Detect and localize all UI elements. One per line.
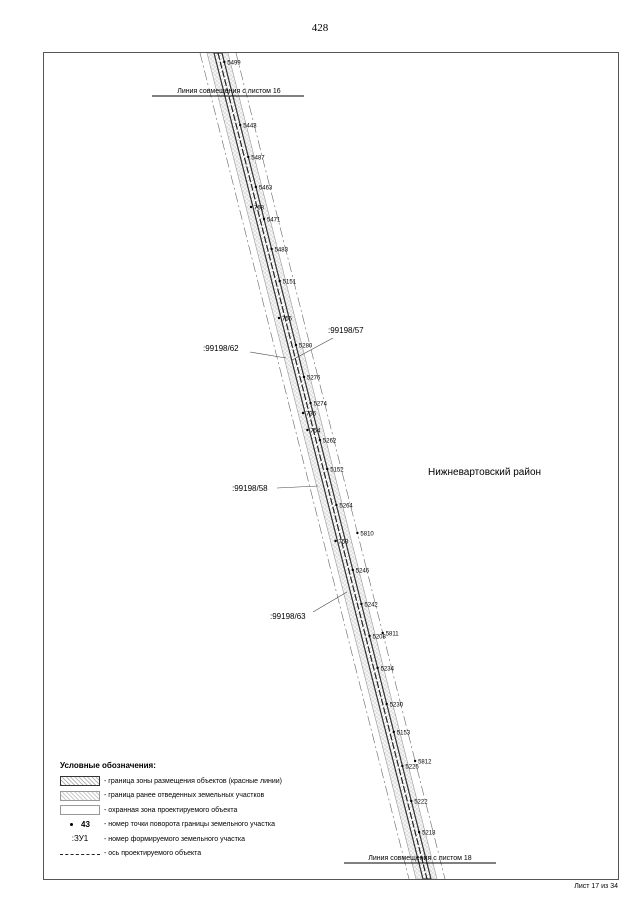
- legend-label: - номер формируемого земельного участка: [104, 835, 245, 843]
- turning-point-marker: [386, 703, 388, 705]
- legend-item-buffer-zone: [60, 803, 360, 818]
- legend-swatch-axis: [60, 849, 100, 859]
- legend-item-red-lines: [60, 774, 360, 789]
- match-line-top-label: Линия совмещения с листом 16: [177, 88, 281, 95]
- turning-point-marker: [335, 504, 337, 506]
- turning-point-marker: [401, 765, 403, 767]
- turning-point-label: 5483: [274, 247, 288, 254]
- legend-label: - номер точки поворота границы земельного участка: [104, 821, 276, 829]
- turning-point-label: 5242: [364, 602, 378, 609]
- legend-item-point: [60, 818, 360, 833]
- match-line-bottom-label: Линия совмещения с листом 18: [368, 855, 472, 862]
- turning-point-label: 5208: [372, 634, 386, 641]
- legend-swatch-buffer-zone: [60, 805, 100, 815]
- turning-point-label: 5226: [405, 764, 419, 771]
- legend-label: - граница ранее отведенных земельных участков: [104, 792, 265, 800]
- legend-swatch-point: 43: [60, 820, 100, 830]
- turning-point-label: 5218: [422, 830, 436, 837]
- turning-point-marker: [239, 124, 241, 126]
- turning-point-marker: [309, 402, 311, 404]
- parcel-label-58: :99198/58: [232, 484, 268, 493]
- turning-point-label: 5812: [418, 759, 432, 766]
- turning-point-label: 5152: [330, 467, 344, 474]
- turning-point-label: 5264: [339, 503, 353, 510]
- turning-point-label: 5262: [322, 438, 337, 445]
- buffer-zone-line-right: [236, 53, 445, 879]
- turning-point-marker: [255, 186, 257, 188]
- legend-swatch-red-lines: [60, 776, 100, 786]
- turning-point-marker: [306, 429, 308, 431]
- turning-point-marker: [360, 603, 362, 605]
- turning-point-marker: [414, 760, 416, 762]
- legend-label: - охранная зона проектируемого объекта: [104, 806, 238, 814]
- turning-point-label: 5246: [355, 568, 370, 575]
- turning-point-marker: [326, 468, 328, 470]
- parcel-label-62: :99198/62: [203, 344, 239, 353]
- turning-point-label: 5222: [414, 799, 428, 806]
- turning-point-label: 5810: [360, 531, 374, 538]
- turning-point-marker: [319, 439, 321, 441]
- sheet-label: Лист 17 из 34: [574, 883, 618, 890]
- legend-label: - ось проектируемого объекта: [104, 850, 202, 858]
- turning-point-marker: [247, 156, 249, 158]
- turning-point-label: 5463: [258, 185, 273, 192]
- turning-point-marker: [376, 667, 378, 669]
- legend-label: - граница зоны размещения объектов (красные линии): [104, 777, 283, 785]
- turning-point-label: 754: [310, 428, 321, 435]
- turning-point-marker: [270, 248, 272, 250]
- turning-point-marker: [303, 376, 305, 378]
- legend-item-prior-parcels: [60, 789, 360, 804]
- turning-point-marker: [295, 344, 297, 346]
- turning-point-label: 5234: [380, 666, 394, 673]
- turning-point-label: 5443: [243, 123, 257, 130]
- turning-point-marker: [279, 280, 281, 282]
- legend-item-parcel-number: [60, 832, 360, 847]
- turning-point-label: 5811: [385, 631, 399, 638]
- turning-point-marker: [278, 317, 280, 319]
- turning-point-label: 5487: [251, 155, 265, 162]
- turning-point-label: 768: [254, 205, 265, 212]
- turning-point-marker: [393, 731, 395, 733]
- legend: [60, 761, 360, 861]
- turning-point-marker: [250, 206, 252, 208]
- legend-item-axis: [60, 847, 360, 862]
- page-number: 428: [311, 22, 329, 34]
- turning-point-label: 736: [306, 411, 317, 418]
- turning-point-label: 5151: [282, 279, 297, 286]
- district-label: Нижневартовский район: [428, 467, 542, 478]
- turning-point-marker: [302, 412, 304, 414]
- legend-title: Условные обозначения:: [60, 761, 156, 770]
- turning-point-marker: [334, 540, 336, 542]
- legend-swatch-prior-parcels: [60, 791, 100, 801]
- turning-point-label: 5230: [389, 702, 404, 709]
- turning-point-label: 5471: [267, 217, 281, 224]
- turning-point-label: 5274: [313, 401, 327, 408]
- parcel-label-57: :99198/57: [328, 326, 364, 335]
- parcel-label-63: :99198/63: [270, 612, 306, 621]
- turning-point-label: 755: [282, 316, 293, 323]
- turning-point-label: 5153: [396, 730, 411, 737]
- turning-point-label: 5280: [298, 343, 313, 350]
- turning-point-marker: [223, 61, 225, 63]
- turning-point-marker: [352, 569, 354, 571]
- turning-point-label: 5499: [227, 60, 241, 67]
- turning-point-marker: [368, 635, 370, 637]
- turning-point-label: 5276: [307, 375, 321, 382]
- buffer-zone-line-left: [200, 53, 409, 879]
- turning-point-marker: [356, 532, 358, 534]
- project-axis-line: [218, 53, 427, 879]
- turning-point-marker: [410, 800, 412, 802]
- turning-point-label: 753: [338, 539, 349, 546]
- turning-point-marker: [418, 831, 420, 833]
- legend-swatch-parcel-number: :ЗУ1: [71, 834, 89, 844]
- turning-point-marker: [263, 218, 265, 220]
